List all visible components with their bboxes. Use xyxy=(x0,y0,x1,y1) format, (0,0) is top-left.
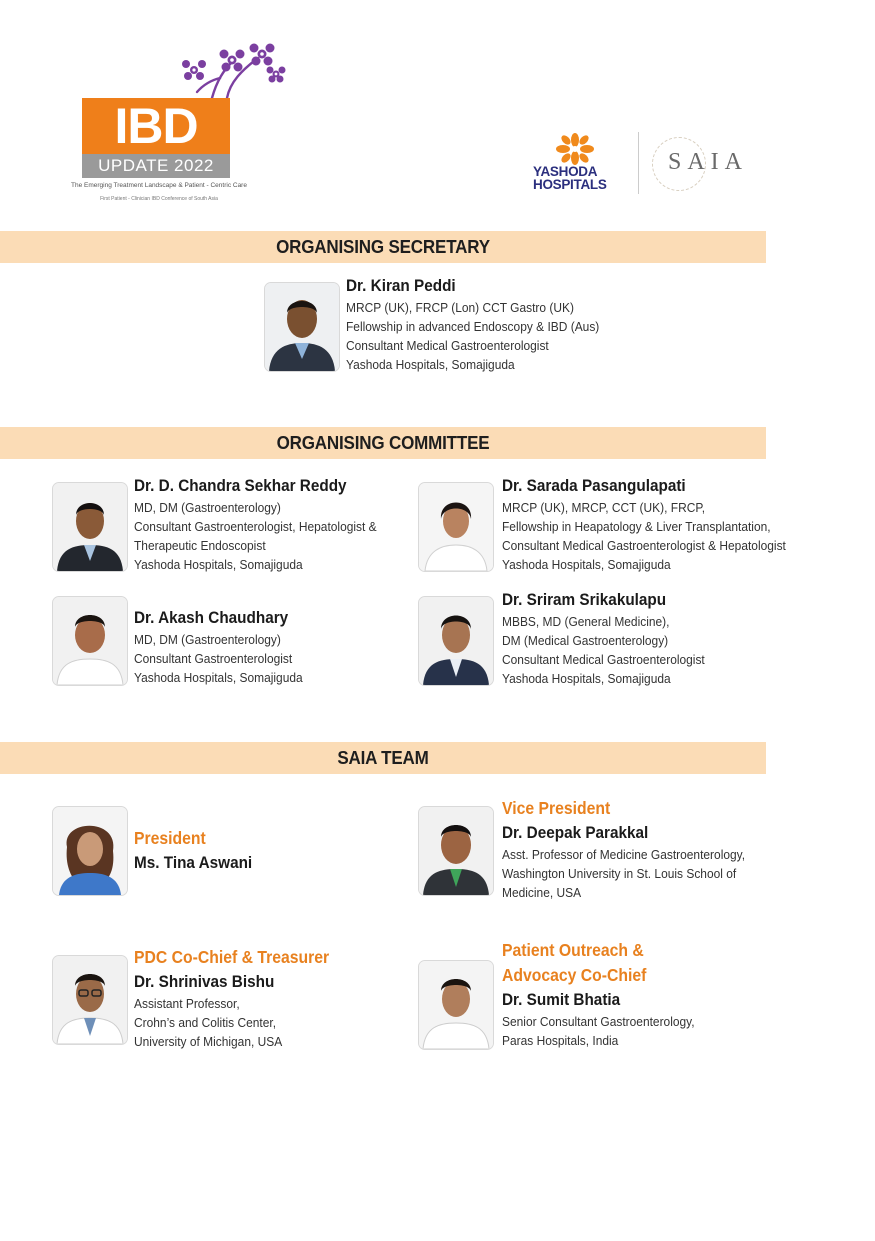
section-title-secretary: ORGANISING SECRETARY xyxy=(276,236,490,257)
section-bar-saia xyxy=(0,742,766,774)
person-portrait-icon xyxy=(53,483,127,571)
secretary-name: Dr. Kiran Peddi xyxy=(346,276,456,295)
logo-divider xyxy=(638,132,639,194)
committee-name-3: Dr. Akash Chaudhary xyxy=(134,608,289,627)
ibd-subline: First Patient - Clinician IBD Conference of South Asia xyxy=(100,196,218,202)
detail-line: Yashoda Hospitals, Somajiguda xyxy=(134,557,303,572)
person-portrait-icon xyxy=(53,597,127,685)
detail-line: MBBS, MD (General Medicine), xyxy=(502,614,670,629)
detail-line: Consultant Medical Gastroenterologist xyxy=(346,338,549,353)
detail-line: Yashoda Hospitals, Somajiguda xyxy=(502,557,671,572)
saia-role-3: PDC Co-Chief & Treasurer xyxy=(134,947,330,967)
saia-name-1: Ms. Tina Aswani xyxy=(134,853,253,872)
section-title-committee: ORGANISING COMMITTEE xyxy=(276,432,490,453)
detail-line: Medicine, USA xyxy=(502,885,582,900)
detail-line: University of Michigan, USA xyxy=(134,1034,283,1049)
photo-akash-chaudhary xyxy=(52,596,128,686)
committee-details-1 xyxy=(134,498,398,574)
committee-name-4: Dr. Sriram Srikakulapu xyxy=(502,590,667,609)
section-title-saia: SAIA TEAM xyxy=(337,747,429,768)
flower-logo-icon xyxy=(172,40,292,100)
saia-wordmark: SAIA xyxy=(668,149,749,175)
photo-kiran-peddi xyxy=(264,282,340,372)
saia-details-2 xyxy=(502,845,766,902)
committee-details-4 xyxy=(502,612,722,688)
detail-line: MRCP (UK), MRCP, CCT (UK), FRCP, xyxy=(502,500,706,515)
saia-details-4 xyxy=(502,1012,711,1050)
detail-line: Consultant Gastroenterologist, Hepatologist & xyxy=(134,519,377,534)
person-portrait-icon xyxy=(419,597,493,685)
detail-line: Consultant Gastroenterologist xyxy=(134,651,293,666)
photo-tina-aswani xyxy=(52,806,128,896)
detail-line: Consultant Medical Gastroenterologist & Hepatologist xyxy=(502,538,786,553)
ibd-edition: UPDATE 2022 xyxy=(82,154,230,178)
ibd-title: IBD xyxy=(82,98,230,154)
person-portrait-icon xyxy=(419,961,493,1049)
section-bar-secretary xyxy=(0,231,766,263)
detail-line: MRCP (UK), FRCP (Lon) CCT Gastro (UK) xyxy=(346,300,574,315)
saia-logo xyxy=(650,135,760,193)
detail-line: Fellowship in Heapatology & Liver Transplantation, xyxy=(502,519,771,534)
person-portrait-icon xyxy=(265,283,339,371)
detail-line: DM (Medical Gastroenterology) xyxy=(502,633,669,648)
detail-line: Paras Hospitals, India xyxy=(502,1033,619,1048)
committee-details-3 xyxy=(134,630,317,687)
photo-sumit-bhatia xyxy=(418,960,494,1050)
yashoda-flower-icon xyxy=(555,133,595,165)
saia-role-4b: Advocacy Co-Chief xyxy=(502,965,647,985)
photo-shrinivas-bishu xyxy=(52,955,128,1045)
committee-name-1: Dr. D. Chandra Sekhar Reddy xyxy=(134,476,347,495)
photo-sriram-srikakulapu xyxy=(418,596,494,686)
saia-role-4a: Patient Outreach & xyxy=(502,940,644,960)
detail-line: Consultant Medical Gastroenterologist xyxy=(502,652,705,667)
detail-line: Fellowship in advanced Endoscopy & IBD (Aus) xyxy=(346,319,600,334)
detail-line: Crohn’s and Colitis Center, xyxy=(134,1015,277,1030)
detail-line: Yashoda Hospitals, Somajiguda xyxy=(346,357,515,372)
person-portrait-icon xyxy=(53,807,127,895)
detail-line: Yashoda Hospitals, Somajiguda xyxy=(134,670,303,685)
saia-name-4: Dr. Sumit Bhatia xyxy=(502,990,621,1009)
ibd-update-logo xyxy=(64,40,264,210)
saia-name-3: Dr. Shrinivas Bishu xyxy=(134,972,275,991)
photo-chandra-sekhar-reddy xyxy=(52,482,128,572)
detail-line: MD, DM (Gastroenterology) xyxy=(134,632,281,647)
committee-name-2: Dr. Sarada Pasangulapati xyxy=(502,476,686,495)
yashoda-hospitals-logo xyxy=(533,133,629,193)
detail-line: Washington University in St. Louis School of xyxy=(502,866,737,881)
person-portrait-icon xyxy=(419,807,493,895)
saia-role-2: Vice President xyxy=(502,798,611,818)
saia-details-3 xyxy=(134,994,295,1051)
ibd-tagline: The Emerging Treatment Landscape & Patient - Centric Care xyxy=(71,182,247,189)
detail-line: Asst. Professor of Medicine Gastroenterology, xyxy=(502,847,746,862)
secretary-details xyxy=(346,298,621,374)
yashoda-name: YASHODA xyxy=(533,164,598,179)
detail-line: Yashoda Hospitals, Somajiguda xyxy=(502,671,671,686)
detail-line: MD, DM (Gastroenterology) xyxy=(134,500,281,515)
saia-name-2: Dr. Deepak Parakkal xyxy=(502,823,649,842)
person-portrait-icon xyxy=(53,956,127,1044)
yashoda-subname: HOSPITALS xyxy=(533,177,607,192)
photo-sarada-pasangulapati xyxy=(418,482,494,572)
detail-line: Senior Consultant Gastroenterology, xyxy=(502,1014,695,1029)
person-portrait-icon xyxy=(419,483,493,571)
committee-details-2 xyxy=(502,498,811,574)
detail-line: Therapeutic Endoscopist xyxy=(134,538,266,553)
section-bar-committee xyxy=(0,427,766,459)
detail-line: Assistant Professor, xyxy=(134,996,240,1011)
saia-role-1: President xyxy=(134,828,206,848)
photo-deepak-parakkal xyxy=(418,806,494,896)
